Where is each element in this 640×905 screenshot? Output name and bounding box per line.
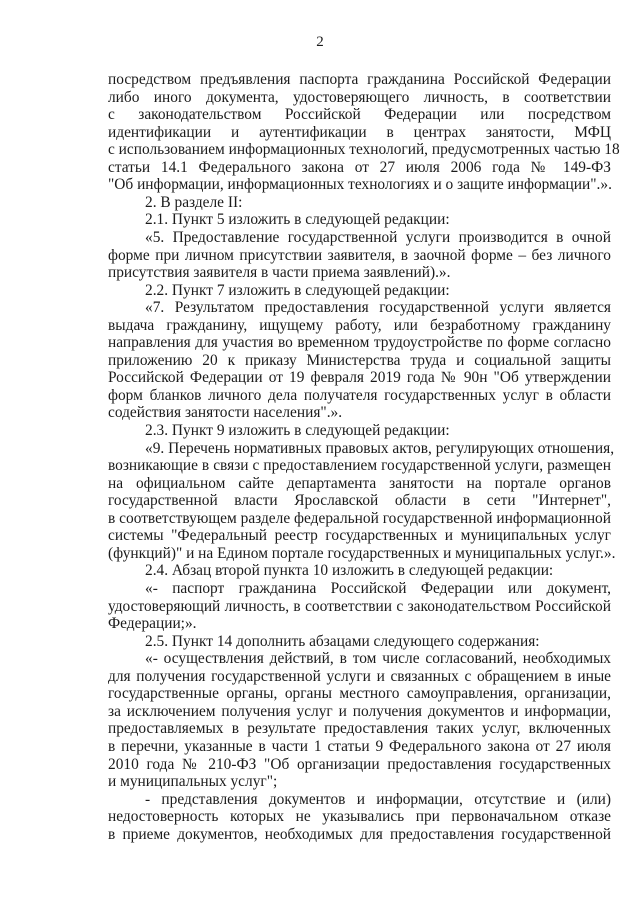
text-line: выдача гражданину, ищущему работу, или безработному гражданину	[108, 316, 611, 334]
text-line: государственные органы, органы местного самоуправления, организации,	[108, 685, 611, 703]
text-line: либо иного документа, удостоверяющего личность, в соответствии	[108, 88, 611, 106]
text-line: "Об информации, информационных технологиях и о защите информации".».	[108, 176, 612, 194]
text-line: направления для участия во временном трудоустройстве по форме согласно	[108, 334, 611, 352]
text-line: Российской Федерации от 19 февраля 2019 года № 90н "Об утверждении	[108, 369, 611, 387]
text-line: с законодательством Российской Федерации или посредством	[108, 106, 611, 124]
text-line: посредством предъявления паспорта гражданина Российской Федерации	[108, 71, 611, 88]
text-line: 2.2. Пункт 7 изложить в следующей редакции:	[145, 281, 450, 299]
text-line: «7. Результатом предоставления государственной услуги является	[145, 299, 611, 317]
text-line: в соответствующем разделе федеральной государственной информационной	[108, 509, 611, 527]
text-line: для получения государственной услуги и связанных с обращением в иные	[108, 667, 611, 685]
text-line: присутствия заявителя в части приема заявлений).».	[108, 264, 451, 282]
text-line: «9. Перечень нормативных правовых актов, регулирующих отношения,	[145, 439, 615, 457]
text-line: - представления документов и информации, отсутствие и (или)	[145, 790, 611, 808]
text-line: системы "Федеральный реестр государственных и муниципальных услуг	[108, 527, 611, 545]
text-line: в приеме документов, необходимых для предоставления государственной	[108, 825, 611, 843]
text-line: форм бланков личного дела получателя государственных услуг в области	[108, 386, 611, 404]
text-line: с использованием информационных технологий, предусмотренных частью 18	[108, 141, 620, 159]
text-line: 2.3. Пункт 9 изложить в следующей редакции:	[145, 422, 450, 439]
text-line: содействия занятости населения".».	[108, 404, 343, 422]
text-line: Федерации;».	[108, 615, 197, 633]
text-line: 2.4. Абзац второй пункта 10 изложить в следующей редакции:	[145, 562, 554, 580]
text-line: (функций)" и на Едином портале государственных и муниципальных услуг.».	[108, 544, 616, 562]
text-line: форме при личном присутствии заявителя, в заочной форме – без личного	[108, 246, 611, 264]
page-number: 2	[316, 34, 324, 50]
text-line: приложению 20 к приказу Министерства труда и социальной защиты	[108, 351, 611, 369]
text-line: удостоверяющий личность, в соответствии с законодательством Российской	[108, 597, 611, 615]
text-line: идентификации и аутентификации в центрах занятости, МФЦ	[108, 123, 611, 141]
text-line: статьи 14.1 Федерального закона от 27 июля 2006 года № 149-ФЗ	[108, 158, 611, 176]
text-line: недостоверность которых не указывались при первоначальном отказе	[108, 808, 611, 826]
text-line: возникающие в связи с предоставлением государственной услуги, размещен	[108, 457, 611, 475]
text-line: «- осуществления действий, в том числе согласований, необходимых	[145, 650, 611, 668]
text-line: на официальном сайте департамента занятости на портале органов	[108, 474, 611, 492]
text-line: 2. В разделе II:	[145, 193, 243, 211]
text-line: государственной власти Ярославской области в сети "Интернет",	[108, 492, 611, 510]
text-line: и муниципальных услуг";	[108, 773, 278, 790]
text-line: «5. Предоставление государственной услуги производится в очной	[145, 229, 611, 246]
text-line: 2.1. Пункт 5 изложить в следующей редакции:	[145, 211, 450, 229]
text-line: «- паспорт гражданина Российской Федерации или документ,	[145, 580, 611, 597]
text-line: 2010 года № 210-ФЗ "Об организации предоставления государственных	[108, 755, 611, 773]
text-line: 2.5. Пункт 14 дополнить абзацами следующего содержания:	[145, 632, 540, 650]
text-line: предоставляемых в результате предоставления таких услуг, включенных	[108, 720, 611, 738]
text-line: в перечни, указанные в части 1 статьи 9 Федерального закона от 27 июля	[108, 737, 611, 755]
text-line: за исключением получения услуг и получения документов и информации,	[108, 702, 611, 720]
